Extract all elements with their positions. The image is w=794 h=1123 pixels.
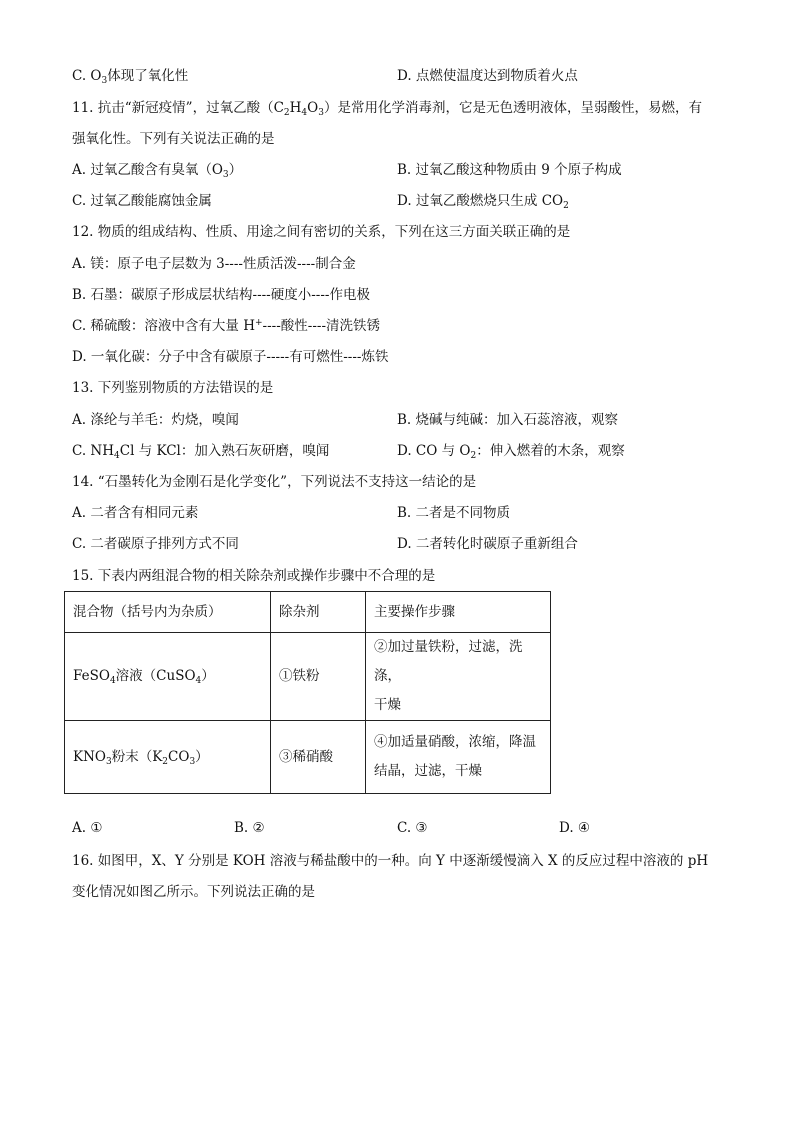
q15-table [64, 591, 551, 794]
q10-option-d: D. 点燃使温度达到物质着火点 [397, 68, 578, 84]
table-cell-steps: ②加过量铁粉，过滤，洗涤， 干燥 [366, 633, 551, 721]
q11-option-c: C. 过氧乙酸能腐蚀金属 [72, 193, 212, 209]
q15-option-a: A. ① [72, 820, 103, 836]
q15-option-c: C. ③ [397, 820, 428, 836]
q13-option-d: D. CO 与 $O_2$：伸入燃着的木条，观察 [397, 443, 625, 461]
table-row [65, 721, 551, 794]
q11-stem-line2: 强氧化性。下列有关说法正确的是 [72, 131, 275, 147]
table-cell-agent: ③稀硝酸 [271, 721, 366, 794]
table-cell-steps: ④加适量硝酸，浓缩，降温 结晶，过滤，干燥 [366, 721, 551, 794]
q12-option-c: C. 稀硫酸：溶液中含有大量 H+----酸性----清洗铁锈 [72, 318, 381, 334]
q15-option-b: B. ② [234, 820, 265, 836]
q11-option-a: A. 过氧乙酸含有臭氧$(O_3)$ [72, 162, 243, 180]
table-cell-mixture: FeSO$_4$溶液（CuSO$_4$） [65, 633, 271, 721]
q13-option-c: C. $NH_4Cl$ 与 KCl：加入熟石灰研磨，嗅闻 [72, 443, 330, 461]
q12-option-b: B. 石墨：碳原子形成层状结构----硬度小----作电极 [72, 287, 370, 303]
table-header-mixture: 混合物（括号内为杂质） [65, 592, 271, 633]
q14-stem: 14. “石墨转化为金刚石是化学变化”，下列说法不支持这一结论的是 [72, 474, 477, 490]
table-cell-mixture: $KNO_3$粉末$(K_2CO_3)$ [65, 721, 271, 794]
q16-stem: 16. 如图甲，X、Y 分别是 KOH 溶液与稀盐酸中的一种。向 Y 中逐渐缓慢滴入 X 的反应过程中溶液的 pH [72, 853, 709, 869]
table-header-agent: 除杂剂 [271, 592, 366, 633]
q11-stem: 11. 抗击“新冠疫情”，过氧乙酸$(C_2H_4O_3)$是常用化学消毒剂，它是无色透明液体，呈弱酸性，易燃，有 [72, 100, 702, 118]
q11-option-d: D. 过氧乙酸燃烧只生成 $CO_2$ [397, 193, 569, 211]
table-header-row [65, 592, 551, 633]
q14-option-d: D. 二者转化时碳原子重新组合 [397, 536, 578, 552]
table-cell-agent: ①铁粉 [271, 633, 366, 721]
q14-option-b: B. 二者是不同物质 [397, 505, 511, 521]
table-row [65, 633, 551, 721]
q11-option-b: B. 过氧乙酸这种物质由 9 个原子构成 [397, 162, 622, 178]
q14-option-a: A. 二者含有相同元素 [72, 505, 199, 521]
q13-option-a: A. 涤纶与羊毛：灼烧，嗅闻 [72, 412, 239, 428]
q15-stem: 15. 下表内两组混合物的相关除杂剂或操作步骤中不合理的是 [72, 568, 436, 584]
q14-option-c: C. 二者碳原子排列方式不同 [72, 536, 239, 552]
table-header-steps: 主要操作步骤 [366, 592, 551, 633]
q10-option-c: C. $O_3$体现了氧化性 [72, 68, 189, 86]
q15-option-d: D. ④ [559, 820, 591, 836]
q12-option-d: D. 一氧化碳：分子中含有碳原子-----有可燃性----炼铁 [72, 349, 389, 365]
q12-stem: 12. 物质的组成结构、性质、用途之间有密切的关系，下列在这三方面关联正确的是 [72, 224, 571, 240]
q13-option-b: B. 烧碱与纯碱：加入石蕊溶液，观察 [397, 412, 619, 428]
q13-stem: 13. 下列鉴别物质的方法错误的是 [72, 380, 274, 396]
q16-stem-line2: 变化情况如图乙所示。下列说法正确的是 [72, 884, 315, 900]
q12-option-a: A. 镁：原子电子层数为 3----性质活泼----制合金 [72, 256, 356, 272]
